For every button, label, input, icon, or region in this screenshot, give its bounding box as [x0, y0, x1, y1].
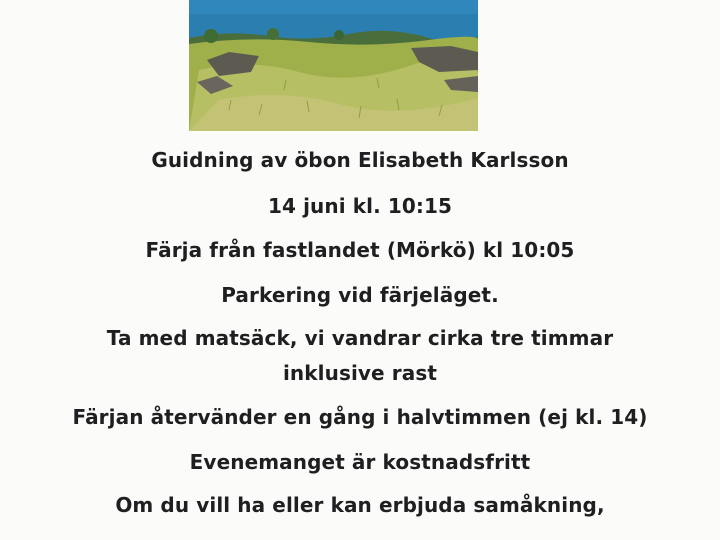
free-event-line: Evenemanget är kostnadsfritt [189, 450, 531, 474]
return-ferry-line: Färjan återvänder en gång i halvtimmen (ej kl. 14) [72, 405, 648, 429]
carpool-line: Om du vill ha eller kan erbjuda samåkning, [115, 493, 605, 517]
guide-line: Guidning av öbon Elisabeth Karlsson [151, 148, 569, 172]
lunch-line-2: inklusive rast [282, 361, 438, 385]
lunch-line-1: Ta med matsäck, vi vandrar cirka tre timmar [106, 326, 614, 350]
date-line: 14 juni kl. 10:15 [267, 194, 453, 218]
parking-line: Parkering vid färjeläget. [221, 283, 499, 307]
landscape-photo [189, 0, 478, 131]
ferry-line: Färja från fastlandet (Mörkö) kl 10:05 [145, 238, 575, 262]
